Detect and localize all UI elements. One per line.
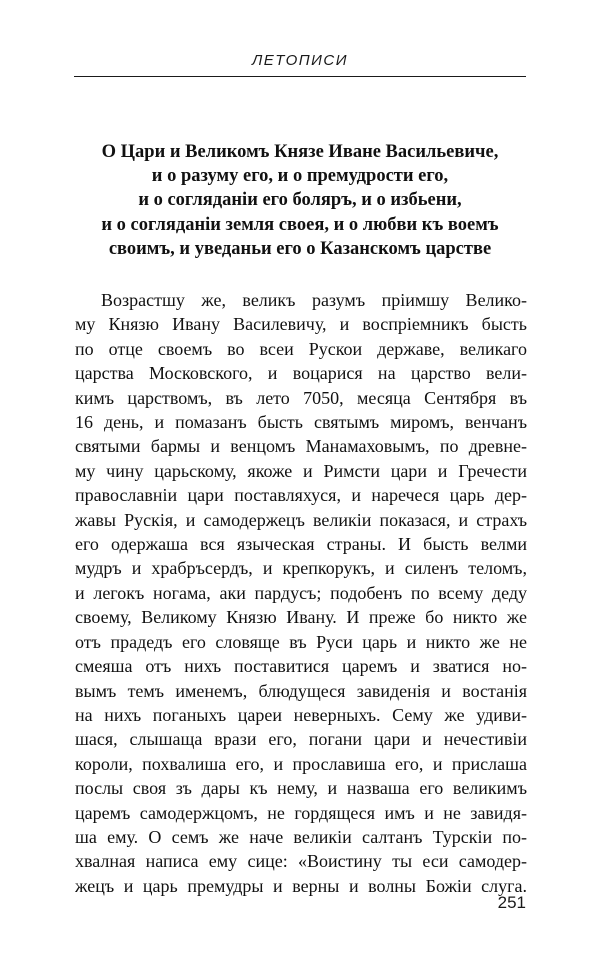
body-line: вымъ темъ именемъ, блюдущеся завиденія и востанія [75,680,527,701]
body-line: 16 день, и помазанъ бысть святымъ миромъ, венчанъ [75,412,527,433]
body-line: хвалная написа ему сице: «Воистину ты еси самодер- [75,851,527,872]
body-line: отъ прадедъ его словяще въ Руси царь и никто же не [75,631,527,652]
body-line: жавы Рускія, и самодержецъ великіи показася, и страхъ [75,509,527,530]
body-line: царства Московского, и воцарися на царство вели- [75,363,527,384]
chapter-title-line: и о согляданіи его боляръ, и о избьени, [138,190,462,211]
body-line: своему, Великому Князю Ивану. И преже бо никто же [75,607,527,628]
body-line: на нихъ поганыхъ цареи неверныхъ. Сему же удиви- [75,704,527,725]
body-line: царемъ самодержцомъ, не гордящеся имъ и не завидя- [75,802,527,823]
chapter-title-line: и о согляданіи земля своея, и о любви къ воемъ [101,214,499,235]
body-line: ша ему. О семъ же наче великіи салтанъ Турскіи по- [75,826,527,847]
body-line: му чину царьскому, якоже и Римсти цари и Гречести [75,460,527,481]
body-line: и легокъ ногама, аки пардусъ; подобенъ по всему деду [75,582,527,603]
body-line: святыми бармы и венцомъ Манамаховымъ, по древне- [75,436,527,457]
body-line: короли, похвалиша его, и прославиша его, и прислаша [75,753,527,774]
body-line: послы своя зъ дары къ нему, и назваша его великимъ [75,778,527,799]
body-line: по отце своемъ во всеи Рускои державе, великаго [75,338,527,359]
body-line: шася, слышаща врази его, погани цари и нечестивіи [75,729,527,750]
body-line: жецъ и царь премудры и верны и волны Божіи слуга. [75,875,527,896]
body-line: мудръ и храбръсердъ, и крепкорукъ, и силенъ теломъ, [75,558,527,579]
body-line: его одержаша вся языческая страны. И бысть велми [75,534,527,555]
body-text [75,288,527,898]
chapter-title-line: своимъ, и уведаньи его о Казанскомъ царстве [108,238,492,259]
body-line: Возрастшу же, великъ разумъ пріимшу Велико- [101,290,527,310]
body-line: кимъ царствомъ, въ лето 7050, месяца Сентября въ [75,387,527,408]
chapter-title-line: и о разуму его, и о премудрости его, [151,166,449,187]
chapter-title [60,140,540,261]
running-head-title: ЛЕТОПИСИ [252,52,348,69]
body-line: православніи цари поставляхуся, и наречеся царь дер- [75,485,527,506]
header-rule [74,76,526,77]
body-line: му Князю Ивану Василевичу, и воспріемникъ бысть [75,314,527,335]
body-line: смеяша отъ нихъ поставитися царемъ и зватися но- [75,656,527,677]
page-number: 251 [497,893,526,912]
chapter-title-line: О Цари и Великомъ Князе Иване Васильевиче, [101,142,499,162]
